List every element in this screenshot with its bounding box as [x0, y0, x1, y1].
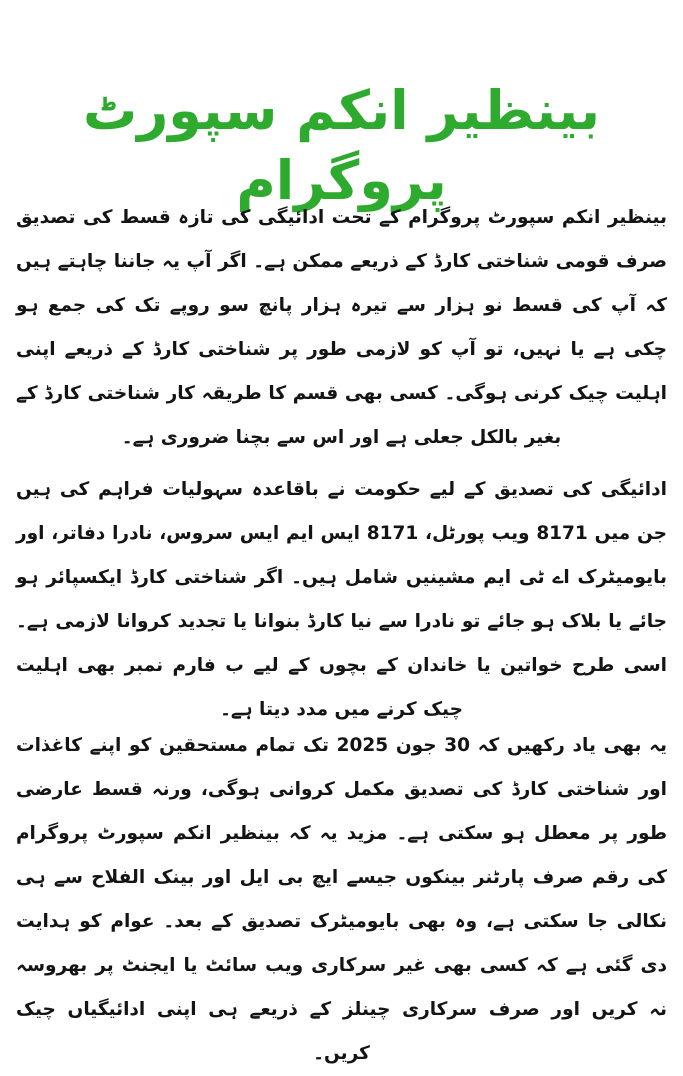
page-title: بینظیر انکم سپورٹ پروگرام: [82, 79, 601, 213]
paragraph-cnic-verification: بینظیر انکم سپورٹ پروگرام کے تحت ادائیگی کی تازہ قسط کی تصدیق صرف قومی شناختی کارڈ کے ذریعے ممکن ہے۔ اگر آپ یہ جاننا چاہتے ہیں کہ آپ کی قسط نو ہزار سے تیرہ ہزار پانچ سو روپے تک کی جمع ہو چکی ہے یا نہیں، تو آپ کو لازمی طور پر شناختی کارڈ کے ذریعے اپنی اہلیت چیک کرنی ہوگی۔ کسی بھی قسم کا طریقہ کار شناختی کارڈ کے بغیر بالکل جعلی ہے اور اس سے بچنا ضروری ہے۔: [16, 207, 667, 448]
paragraph-deadline-warning: یہ بھی یاد رکھیں کہ 30 جون 2025 تک تمام مستحقین کو اپنے کاغذات اور شناختی کارڈ کی تصدیق مکمل کروانی ہوگی، ورنہ قسط عارضی طور پر معطل ہو سکتی ہے۔ مزید یہ کہ بینظیر انکم سپورٹ پروگرام کی رقم صرف پارٹنر بینکوں جیسے ایچ بی ایل اور بینک الفلاح سے ہی نکالی جا سکتی ہے، وہ بھی بایومیٹرک تصدیق کے بعد۔ عوام کو ہدایت دی گئی ہے کہ کسی بھی غیر سرکاری ویب سائٹ یا ایجنٹ پر بھروسہ نہ کریں اور صرف سرکاری چینلز کے ذریعے ہی اپنی ادائیگیاں چیک کریں۔: [16, 735, 667, 1064]
paragraph-verification-methods: ادائیگی کی تصدیق کے لیے حکومت نے باقاعدہ سہولیات فراہم کی ہیں جن میں 8171 ویب پورٹل، 8171 ایس ایم ایس سروس، نادرا دفاتر، اور بایومیٹرک اے ٹی ایم مشینیں شامل ہیں۔ اگر شناختی کارڈ ایکسپائر ہو جائے یا بلاک ہو جائے تو نادرا سے نیا کارڈ بنوانا یا تجدید کروانا لازمی ہے۔ اسی طرح خواتین یا خاندان کے بچوں کے لیے ب فارم نمبر بھی اہلیت چیک کرنے میں مدد دیتا ہے۔: [16, 479, 667, 720]
